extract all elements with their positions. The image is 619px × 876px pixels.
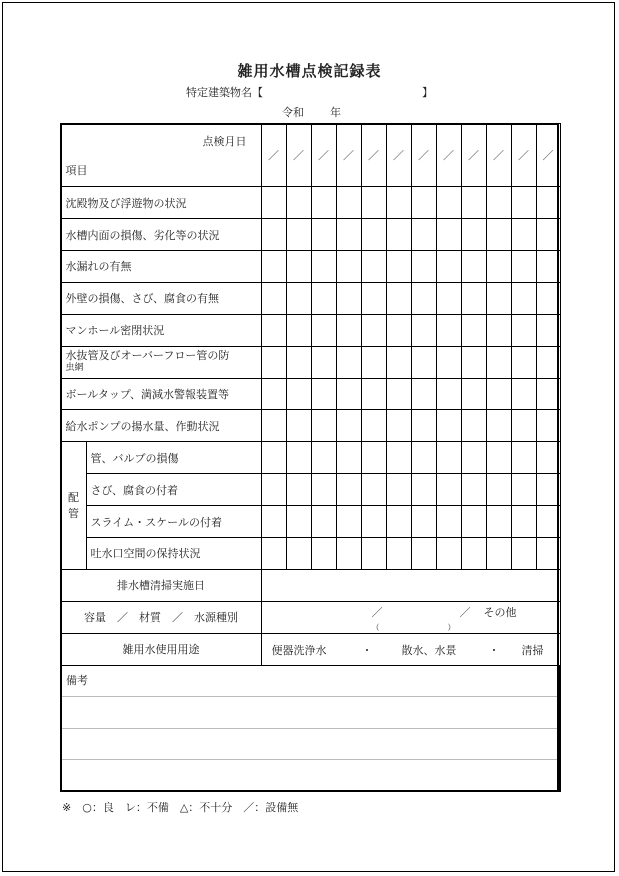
pipe-item-4-check-4[interactable] — [336, 537, 361, 569]
item-8-check-2[interactable] — [286, 410, 311, 442]
item-5-check-2[interactable] — [286, 314, 311, 346]
item-8-check-7[interactable] — [411, 410, 436, 442]
pipe-item-1-check-11[interactable] — [511, 442, 536, 474]
item-7-check-10[interactable] — [486, 378, 511, 410]
item-8-check-6[interactable] — [386, 410, 411, 442]
item-6-check-3[interactable] — [311, 346, 336, 378]
item-1-check-11[interactable] — [511, 187, 536, 219]
pipe-item-2-check-3[interactable] — [311, 474, 336, 506]
capacity-slash-1: ／ — [371, 605, 383, 619]
item-5-check-3[interactable] — [311, 314, 336, 346]
item-2-check-6[interactable] — [386, 219, 411, 251]
document-title: 雑用水槽点検記録表 — [237, 62, 382, 80]
item-1-check-10[interactable] — [486, 187, 511, 219]
capacity-paren-open: （ — [371, 622, 380, 632]
item-4-check-3[interactable] — [311, 282, 336, 314]
item-6-check-8[interactable] — [436, 346, 461, 378]
usage-option-toilet: 便器洗浄水 — [271, 643, 327, 657]
item-5-check-10[interactable] — [486, 314, 511, 346]
item-5-check-6[interactable] — [386, 314, 411, 346]
item-2-check-1[interactable] — [261, 219, 286, 251]
item-2-check-4[interactable] — [336, 219, 361, 251]
item-6-check-4[interactable] — [336, 346, 361, 378]
pipe-item-3-check-1[interactable] — [261, 506, 286, 538]
item-6-check-9[interactable] — [461, 346, 486, 378]
notes-line-3[interactable] — [61, 760, 560, 792]
date-cell-12[interactable]: ／ — [536, 124, 560, 187]
item-1-check-2[interactable] — [286, 187, 311, 219]
item-2-check-10[interactable] — [486, 219, 511, 251]
item-2-check-12[interactable] — [536, 219, 560, 251]
pipe-item-4-check-11[interactable] — [511, 537, 536, 569]
pipe-item-2-check-5[interactable] — [361, 474, 386, 506]
pipe-item-3-check-3[interactable] — [311, 506, 336, 538]
item-4-check-2[interactable] — [286, 282, 311, 314]
item-2-check-8[interactable] — [436, 219, 461, 251]
item-7-check-11[interactable] — [511, 378, 536, 410]
item-label-8: 給水ポンプの揚水量、作動状況 — [61, 410, 261, 442]
item-7-check-8[interactable] — [436, 378, 461, 410]
pipe-item-3-check-8[interactable] — [436, 506, 461, 538]
item-7-check-1[interactable] — [261, 378, 286, 410]
item-2-check-7[interactable] — [411, 219, 436, 251]
item-3-check-10[interactable] — [486, 250, 511, 282]
item-5-check-1[interactable] — [261, 314, 286, 346]
item-7-check-7[interactable] — [411, 378, 436, 410]
pipe-item-3-check-2[interactable] — [286, 506, 311, 538]
item-1-check-3[interactable] — [311, 187, 336, 219]
notes-line-2[interactable] — [61, 728, 560, 760]
date-cell-8[interactable]: ／ — [436, 124, 461, 187]
item-label-4: 外壁の損傷、さび、腐食の有無 — [61, 282, 261, 314]
item-7-check-6[interactable] — [386, 378, 411, 410]
pipe-item-2-check-2[interactable] — [286, 474, 311, 506]
item-7-check-3[interactable] — [311, 378, 336, 410]
pipe-item-label-1: 管、バルブの損傷 — [86, 442, 261, 474]
pipe-item-1-check-5[interactable] — [361, 442, 386, 474]
item-3-check-7[interactable] — [411, 250, 436, 282]
item-label-6 — [61, 346, 261, 378]
usage-label: 雑用水使用用途 — [61, 633, 261, 665]
date-cell-6[interactable]: ／ — [386, 124, 411, 187]
capacity-field[interactable] — [261, 601, 560, 633]
item-7-check-2[interactable] — [286, 378, 311, 410]
item-6-check-12[interactable] — [536, 346, 560, 378]
date-cell-9[interactable]: ／ — [461, 124, 486, 187]
date-cell-7[interactable]: ／ — [411, 124, 436, 187]
pipe-item-4-check-3[interactable] — [311, 537, 336, 569]
item-1-check-8[interactable] — [436, 187, 461, 219]
item-label-7: ボールタップ、満減水警報装置等 — [61, 378, 261, 410]
pipe-label-char-2: 管 — [68, 506, 79, 520]
pipe-group-label — [61, 442, 86, 570]
item-6-check-11[interactable] — [511, 346, 536, 378]
item-1-check-7[interactable] — [411, 187, 436, 219]
item-5-check-12[interactable] — [536, 314, 560, 346]
pipe-item-4-check-8[interactable] — [436, 537, 461, 569]
pipe-item-4-check-2[interactable] — [286, 537, 311, 569]
pipe-item-1-check-4[interactable] — [336, 442, 361, 474]
pipe-item-4-check-7[interactable] — [411, 537, 436, 569]
pipe-item-label-3: スライム・スケールの付着 — [86, 506, 261, 538]
item-label-6-line2: 虫網 — [65, 363, 84, 374]
usage-field[interactable] — [261, 633, 560, 665]
pipe-label-char-1: 配 — [68, 490, 79, 504]
item-label-2: 水槽内面の損傷、劣化等の状況 — [61, 219, 261, 251]
header-date-label: 点検月日 — [202, 135, 247, 148]
item-2-check-9[interactable] — [461, 219, 486, 251]
pipe-item-3-check-12[interactable] — [536, 506, 560, 538]
pipe-item-1-check-6[interactable] — [386, 442, 411, 474]
building-name-close: 】 — [422, 86, 433, 99]
item-4-check-12[interactable] — [536, 282, 560, 314]
pipe-item-2-check-12[interactable] — [536, 474, 560, 506]
item-7-check-4[interactable] — [336, 378, 361, 410]
pipe-item-3-check-11[interactable] — [511, 506, 536, 538]
pipe-item-3-check-7[interactable] — [411, 506, 436, 538]
tank-clean-label: 排水槽清掃実施日 — [61, 569, 261, 601]
pipe-item-1-check-8[interactable] — [436, 442, 461, 474]
pipe-item-2-check-8[interactable] — [436, 474, 461, 506]
pipe-item-label-2: さび、腐食の付着 — [86, 474, 261, 506]
item-4-check-4[interactable] — [336, 282, 361, 314]
pipe-item-3-check-6[interactable] — [386, 506, 411, 538]
item-4-check-8[interactable] — [436, 282, 461, 314]
pipe-item-4-check-1[interactable] — [261, 537, 286, 569]
pipe-item-3-check-10[interactable] — [486, 506, 511, 538]
item-8-check-12[interactable] — [536, 410, 560, 442]
era-label: 令和 — [282, 106, 304, 119]
pipe-item-3-check-9[interactable] — [461, 506, 486, 538]
date-cell-10[interactable]: ／ — [486, 124, 511, 187]
pipe-item-2-check-9[interactable] — [461, 474, 486, 506]
item-8-check-4[interactable] — [336, 410, 361, 442]
item-label-6-line1: 水抜管及びオーバーフロー管の防 — [65, 349, 230, 363]
item-8-check-9[interactable] — [461, 410, 486, 442]
pipe-item-1-check-3[interactable] — [311, 442, 336, 474]
item-1-check-4[interactable] — [336, 187, 361, 219]
tank-clean-field[interactable] — [261, 569, 560, 601]
item-label-1: 沈殿物及び浮遊物の状況 — [61, 187, 261, 219]
item-4-check-5[interactable] — [361, 282, 386, 314]
pipe-item-4-check-12[interactable] — [536, 537, 560, 569]
item-3-check-1[interactable] — [261, 250, 286, 282]
pipe-item-1-check-9[interactable] — [461, 442, 486, 474]
capacity-slash-2: ／ — [459, 605, 471, 619]
item-label-3: 水漏れの有無 — [61, 250, 261, 282]
usage-option-sprinkle: 散水、水景 — [401, 643, 457, 657]
item-8-check-3[interactable] — [311, 410, 336, 442]
item-3-check-6[interactable] — [386, 250, 411, 282]
item-4-check-6[interactable] — [386, 282, 411, 314]
item-7-check-12[interactable] — [536, 378, 560, 410]
usage-sep-1: ・ — [361, 643, 373, 657]
item-8-check-11[interactable] — [511, 410, 536, 442]
item-4-check-10[interactable] — [486, 282, 511, 314]
item-4-check-1[interactable] — [261, 282, 286, 314]
item-3-check-3[interactable] — [311, 250, 336, 282]
item-3-check-12[interactable] — [536, 250, 560, 282]
item-1-check-5[interactable] — [361, 187, 386, 219]
item-3-check-4[interactable] — [336, 250, 361, 282]
item-8-check-8[interactable] — [436, 410, 461, 442]
item-6-check-1[interactable] — [261, 346, 286, 378]
item-5-check-7[interactable] — [411, 314, 436, 346]
item-6-check-7[interactable] — [411, 346, 436, 378]
pipe-item-1-check-12[interactable] — [536, 442, 560, 474]
pipe-item-2-check-1[interactable] — [261, 474, 286, 506]
pipe-item-3-check-5[interactable] — [361, 506, 386, 538]
item-1-check-9[interactable] — [461, 187, 486, 219]
item-4-check-11[interactable] — [511, 282, 536, 314]
item-3-check-2[interactable] — [286, 250, 311, 282]
inspection-table — [60, 123, 561, 792]
date-cell-2[interactable]: ／ — [286, 124, 311, 187]
pipe-item-2-check-10[interactable] — [486, 474, 511, 506]
item-2-check-2[interactable] — [286, 219, 311, 251]
pipe-item-4-check-6[interactable] — [386, 537, 411, 569]
legend: ※ ○：良 レ：不備 △：不十分 ／：設備無 — [62, 801, 299, 814]
item-7-check-5[interactable] — [361, 378, 386, 410]
item-4-check-7[interactable] — [411, 282, 436, 314]
pipe-item-1-check-10[interactable] — [486, 442, 511, 474]
notes-label: 備考 — [61, 665, 560, 697]
item-7-check-9[interactable] — [461, 378, 486, 410]
pipe-item-4-check-9[interactable] — [461, 537, 486, 569]
capacity-paren-close: ） — [447, 622, 456, 632]
item-5-check-5[interactable] — [361, 314, 386, 346]
capacity-other-label: その他 — [483, 605, 517, 619]
pipe-item-1-check-2[interactable] — [286, 442, 311, 474]
item-5-check-9[interactable] — [461, 314, 486, 346]
header-item-label: 項目 — [65, 164, 88, 178]
date-cell-11[interactable]: ／ — [511, 124, 536, 187]
item-6-check-2[interactable] — [286, 346, 311, 378]
item-5-check-8[interactable] — [436, 314, 461, 346]
item-6-check-6[interactable] — [386, 346, 411, 378]
item-2-check-3[interactable] — [311, 219, 336, 251]
usage-sep-2: ・ — [488, 643, 500, 657]
item-3-check-9[interactable] — [461, 250, 486, 282]
pipe-item-1-check-7[interactable] — [411, 442, 436, 474]
item-2-check-11[interactable] — [511, 219, 536, 251]
item-3-check-11[interactable] — [511, 250, 536, 282]
capacity-label: 容量 ／ 材質 ／ 水源種別 — [61, 601, 261, 633]
item-1-check-1[interactable] — [261, 187, 286, 219]
item-3-check-8[interactable] — [436, 250, 461, 282]
item-5-check-11[interactable] — [511, 314, 536, 346]
pipe-item-label-4: 吐水口空間の保持状況 — [86, 537, 261, 569]
item-8-check-5[interactable] — [361, 410, 386, 442]
item-6-check-5[interactable] — [361, 346, 386, 378]
pipe-item-4-check-10[interactable] — [486, 537, 511, 569]
date-cell-3[interactable]: ／ — [311, 124, 336, 187]
item-4-check-9[interactable] — [461, 282, 486, 314]
pipe-item-2-check-11[interactable] — [511, 474, 536, 506]
pipe-item-3-check-4[interactable] — [336, 506, 361, 538]
item-3-check-5[interactable] — [361, 250, 386, 282]
item-5-check-4[interactable] — [336, 314, 361, 346]
item-1-check-12[interactable] — [536, 187, 560, 219]
pipe-item-1-check-1[interactable] — [261, 442, 286, 474]
pipe-item-2-check-6[interactable] — [386, 474, 411, 506]
year-label: 年 — [330, 106, 341, 119]
item-6-check-10[interactable] — [486, 346, 511, 378]
item-2-check-5[interactable] — [361, 219, 386, 251]
header-cell — [61, 124, 261, 187]
notes-line-1[interactable] — [61, 697, 560, 729]
item-8-check-10[interactable] — [486, 410, 511, 442]
building-name-label: 特定建築物名【 — [186, 86, 263, 99]
item-1-check-6[interactable] — [386, 187, 411, 219]
pipe-item-2-check-7[interactable] — [411, 474, 436, 506]
usage-option-cleaning: 清掃 — [521, 643, 544, 657]
pipe-item-4-check-5[interactable] — [361, 537, 386, 569]
item-8-check-1[interactable] — [261, 410, 286, 442]
date-cell-1[interactable]: ／ — [261, 124, 286, 187]
item-label-5: マンホール密閉状況 — [61, 314, 261, 346]
date-cell-5[interactable]: ／ — [361, 124, 386, 187]
date-cell-4[interactable]: ／ — [336, 124, 361, 187]
pipe-item-2-check-4[interactable] — [336, 474, 361, 506]
